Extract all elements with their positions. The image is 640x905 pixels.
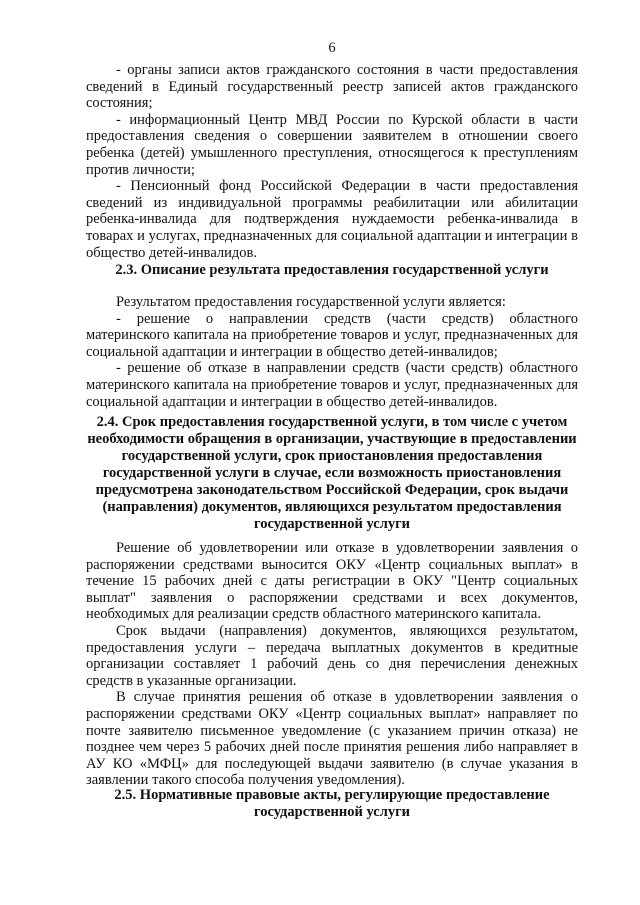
section-2-3-body: [86, 294, 578, 410]
section-2-3-heading: 2.3. Описание результата предоставления государственной услуги: [115, 262, 549, 278]
section-2-3: [86, 262, 578, 279]
section-2-4-paragraph-delivery-term: Срок выдачи (направления) документов, являющихся результатом, предоставления услуги – передача выплатных документов в кредитные организации составляет 1 рабочий день со дня перечисления денежных средств в указанные организации.: [86, 622, 578, 689]
section-2-5-heading: 2.5. Нормативные правовые акты, регулирующие предоставление государственной услуги: [114, 787, 550, 820]
intro-item-pension-fund: - Пенсионный фонд Российской Федерации в части предоставления сведений из индивидуальной программы реабилитации или абилитации ребенка-инвалида для подтверждения нуждаемости ребенка-инвалида в товарах и услугах, предназначенных для социальной адаптации и интеграции в общество детей-инвалидов.: [86, 178, 578, 261]
section-2-4-paragraph-decision-term: Решение об удовлетворении или отказе в удовлетворении заявления о распоряжении средствами выносится ОКУ «Центр социальных выплат» в течение 15 рабочих дней с даты регистрации в ОКУ "Центр социальных выплат" заявления о распоряжении средствами и всех документов, необходимых для реализации средств областного материнского капитала.: [86, 540, 578, 623]
section-2-4: [86, 414, 578, 533]
section-2-4-body: [86, 540, 578, 789]
section-2-3-intro: Результатом предоставления государственной услуги является:: [116, 294, 506, 310]
section-2-3-item-refusal: - решение об отказе в направлении средств (части средств) областного материнского капитала на приобретение товаров и услуг, предназначенных для социальной адаптации и интеграции в общество детей-инвалидов.: [86, 360, 578, 410]
section-2-5: [86, 787, 578, 821]
intro-item-mvd-center: - информационный Центр МВД России по Курской области в части предоставления сведения о совершении заявителем в отношении своего ребенка (детей) умышленного преступления, относящегося к преступлениям против личности;: [86, 111, 578, 178]
page-number: 6: [328, 40, 336, 56]
intro-list: [86, 62, 578, 261]
section-2-4-paragraph-refusal-notice: В случае принятия решения об отказе в удовлетворении заявления о распоряжении средствами ОКУ «Центр социальных выплат» направляет по почте заявителю письменное уведомление (с указанием причин отказа) не позднее чем через 5 рабочих дней после принятия решения либо направляет в АУ КО «МФЦ» для последующей выдачи заявителю (в случае указания в заявлении такого способа получения уведомления).: [86, 689, 578, 789]
section-2-3-item-approval: - решение о направлении средств (части средств) областного материнского капитала на приобретение товаров и услуг, предназначенных для социальной адаптации и интеграции в общество детей-инвалидов;: [86, 310, 578, 360]
section-2-4-heading: 2.4. Срок предоставления государственной услуги, в том числе с учетом необходимости обращения в организации, участвующие в предоставлении государственной услуги, срок приостановления предоставления государственной услуги в случае, если возможность приостановления предусмотрена законодательством Российской Федерации, срок выдачи (направления) документов, являющихся результатом предоставления государственной услуги: [87, 414, 577, 532]
intro-item-registry-offices: - органы записи актов гражданского состояния в части предоставления сведений в Единый государственный реестр записей актов гражданского состояния;: [86, 62, 578, 112]
